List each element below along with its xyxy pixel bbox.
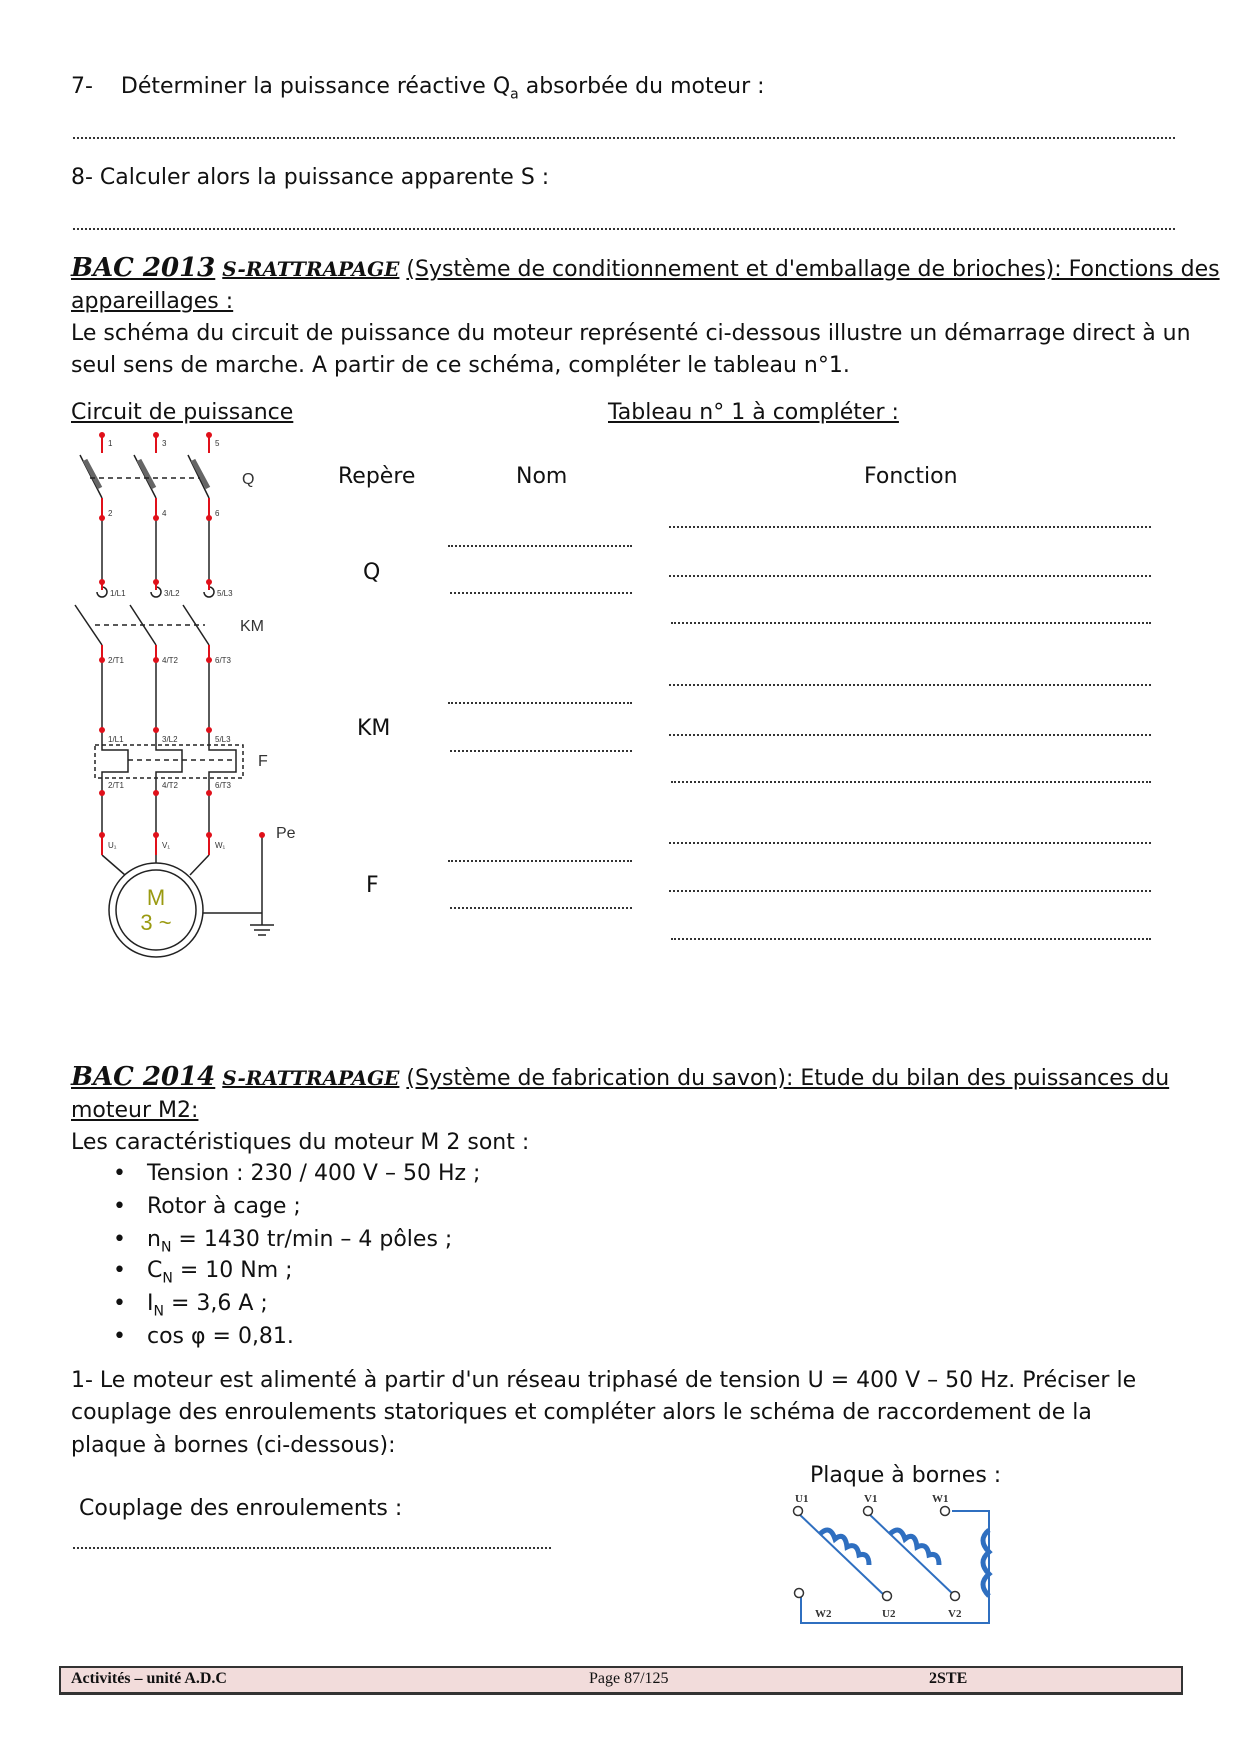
list-item: Rotor à cage ; xyxy=(147,1194,301,1219)
terminal-label: W2 xyxy=(815,1608,832,1620)
bac-year: BAC 2014 xyxy=(71,1062,216,1092)
motor-symbol: M xyxy=(146,885,166,910)
terminal-label: 4/T2 xyxy=(162,781,179,790)
symbol: I xyxy=(147,1291,154,1316)
terminal-label: W₁ xyxy=(215,841,226,850)
bac-year: BAC 2013 xyxy=(71,253,216,283)
characteristics-intro: Les caractéristiques du moteur M 2 sont : xyxy=(71,1130,530,1155)
fonction-input-q[interactable] xyxy=(669,526,1151,528)
f-label: F xyxy=(258,753,268,770)
answer-line[interactable] xyxy=(73,228,1175,230)
fonction-input-q[interactable] xyxy=(669,575,1151,577)
subscript: N xyxy=(162,1270,173,1287)
nom-input-q[interactable] xyxy=(450,592,632,594)
question-1: 1- Le moteur est alimenté à partir d'un réseau triphasé de tension U = 400 V – 50 Hz. Préciser le xyxy=(71,1368,1137,1393)
couplage-answer-line[interactable] xyxy=(73,1547,551,1549)
list-item xyxy=(147,1258,293,1286)
bullet: • xyxy=(113,1161,126,1186)
terminal-label: 2/T1 xyxy=(108,781,125,790)
terminal-label: 5 xyxy=(215,439,220,448)
fonction-input-f[interactable] xyxy=(669,890,1151,892)
bac2013-heading xyxy=(71,253,1220,283)
footer-class: 2STE xyxy=(929,1670,968,1687)
paragraph: seul sens de marche. A partir de ce schéma, compléter le tableau n°1. xyxy=(71,353,850,378)
bac-session: S-RATTRAPAGE xyxy=(222,1066,400,1090)
fonction-input-f[interactable] xyxy=(671,938,1151,940)
list-item: cos φ = 0,81. xyxy=(147,1324,294,1349)
terminal-label: 3/L2 xyxy=(164,589,180,598)
fonction-input-q[interactable] xyxy=(671,622,1151,624)
terminal-label: 4 xyxy=(162,509,167,518)
question-text: Déterminer la puissance réactive Q xyxy=(120,74,511,99)
nom-input-km[interactable] xyxy=(450,750,632,752)
table-label: Tableau n° 1 à compléter : xyxy=(608,400,899,425)
question-1: plaque à bornes (ci-dessous): xyxy=(71,1433,396,1458)
terminal-label: W1 xyxy=(932,1493,949,1505)
terminal-label: 3/L2 xyxy=(162,735,178,744)
header-repere: Repère xyxy=(338,464,416,489)
nom-input-q[interactable] xyxy=(448,545,632,547)
terminal-label: V₁ xyxy=(162,841,171,850)
terminal-label: 6/T3 xyxy=(215,781,232,790)
terminal-label: 1/L1 xyxy=(108,735,124,744)
list-item: Tension : 230 / 400 V – 50 Hz ; xyxy=(147,1161,481,1186)
terminal-label: 5/L3 xyxy=(217,589,233,598)
symbol: n xyxy=(147,1227,161,1252)
fonction-input-km[interactable] xyxy=(669,734,1151,736)
subscript: N xyxy=(160,1239,172,1256)
terminal-label: U₁ xyxy=(108,841,117,850)
terminal-label: V2 xyxy=(948,1608,962,1620)
value: = 10 Nm ; xyxy=(172,1258,293,1283)
heading-title: (Système de fabrication du savon): Etude du bilan des puissances du xyxy=(406,1066,1170,1091)
header-nom: Nom xyxy=(516,464,568,489)
fonction-input-km[interactable] xyxy=(669,684,1151,686)
power-circuit-diagram xyxy=(60,420,320,1040)
q-label: Q xyxy=(242,471,255,488)
row-repere-q: Q xyxy=(363,560,381,585)
terminal-board-diagram xyxy=(780,1450,1020,1650)
pe-label: Pe xyxy=(276,825,296,842)
nom-input-f[interactable] xyxy=(450,907,632,909)
km-label: KM xyxy=(240,618,264,635)
phase-lines xyxy=(75,455,274,957)
bac2014-heading xyxy=(71,1062,1169,1092)
terminal-label: U1 xyxy=(795,1493,809,1505)
circuit-label: Circuit de puissance xyxy=(71,400,294,425)
list-item xyxy=(147,1291,268,1319)
nom-input-f[interactable] xyxy=(448,860,632,862)
terminal-label: 1/L1 xyxy=(110,589,126,598)
heading-title-continued: appareillages : xyxy=(71,289,234,314)
page-number: Page 87/125 xyxy=(589,1670,669,1687)
bullet: • xyxy=(113,1258,126,1283)
terminal-label: 6/T3 xyxy=(215,656,232,665)
plaque-label: Plaque à bornes : xyxy=(810,1463,1002,1488)
bac-session: S-RATTRAPAGE xyxy=(222,257,400,281)
terminal-label: U2 xyxy=(882,1608,896,1620)
question-1: couplage des enroulements statoriques et compléter alors le schéma de raccordement de la xyxy=(71,1400,1092,1425)
couplage-label: Couplage des enroulements : xyxy=(79,1496,403,1521)
motor-phases: 3 ~ xyxy=(140,910,172,935)
terminal-dots xyxy=(99,432,265,838)
bullet: • xyxy=(113,1291,126,1316)
terminal-label: 4/T2 xyxy=(162,656,179,665)
terminal-label: 5/L3 xyxy=(215,735,231,744)
subscript: N xyxy=(153,1303,164,1320)
terminal-label: V1 xyxy=(864,1493,878,1505)
terminal-label: 6 xyxy=(215,509,220,518)
heading-title-continued: moteur M2: xyxy=(71,1098,199,1123)
terminal-label: 1 xyxy=(108,439,113,448)
row-repere-f: F xyxy=(366,873,379,898)
question-number: 7- xyxy=(71,74,93,99)
header-fonction: Fonction xyxy=(864,464,958,489)
heading-title: (Système de conditionnement et d'emballage de brioches): Fonctions des xyxy=(406,257,1220,282)
fonction-input-km[interactable] xyxy=(671,781,1151,783)
answer-line[interactable] xyxy=(73,137,1175,139)
bullet: • xyxy=(113,1227,126,1252)
row-repere-km: KM xyxy=(357,716,391,741)
list-item xyxy=(147,1227,452,1255)
bullet: • xyxy=(113,1324,126,1349)
paragraph: Le schéma du circuit de puissance du moteur représenté ci-dessous illustre un démarrage direct à un xyxy=(71,321,1191,346)
question-8: 8- Calculer alors la puissance apparente S : xyxy=(71,165,550,190)
terminal-label: 2 xyxy=(108,509,113,518)
question-text: absorbée du moteur : xyxy=(518,74,765,99)
value: = 3,6 A ; xyxy=(163,1291,268,1316)
footer-unit: Activités – unité A.D.C xyxy=(71,1670,227,1687)
subscript: a xyxy=(510,86,519,103)
terminal-label: 3 xyxy=(162,439,167,448)
symbol: C xyxy=(147,1258,163,1283)
value: = 1430 tr/min – 4 pôles ; xyxy=(171,1227,453,1252)
page-footer xyxy=(59,1666,1183,1695)
fonction-input-f[interactable] xyxy=(669,842,1151,844)
terminal-label: 2/T1 xyxy=(108,656,125,665)
bullet: • xyxy=(113,1194,126,1219)
question-7 xyxy=(71,74,765,102)
nom-input-km[interactable] xyxy=(448,702,632,704)
